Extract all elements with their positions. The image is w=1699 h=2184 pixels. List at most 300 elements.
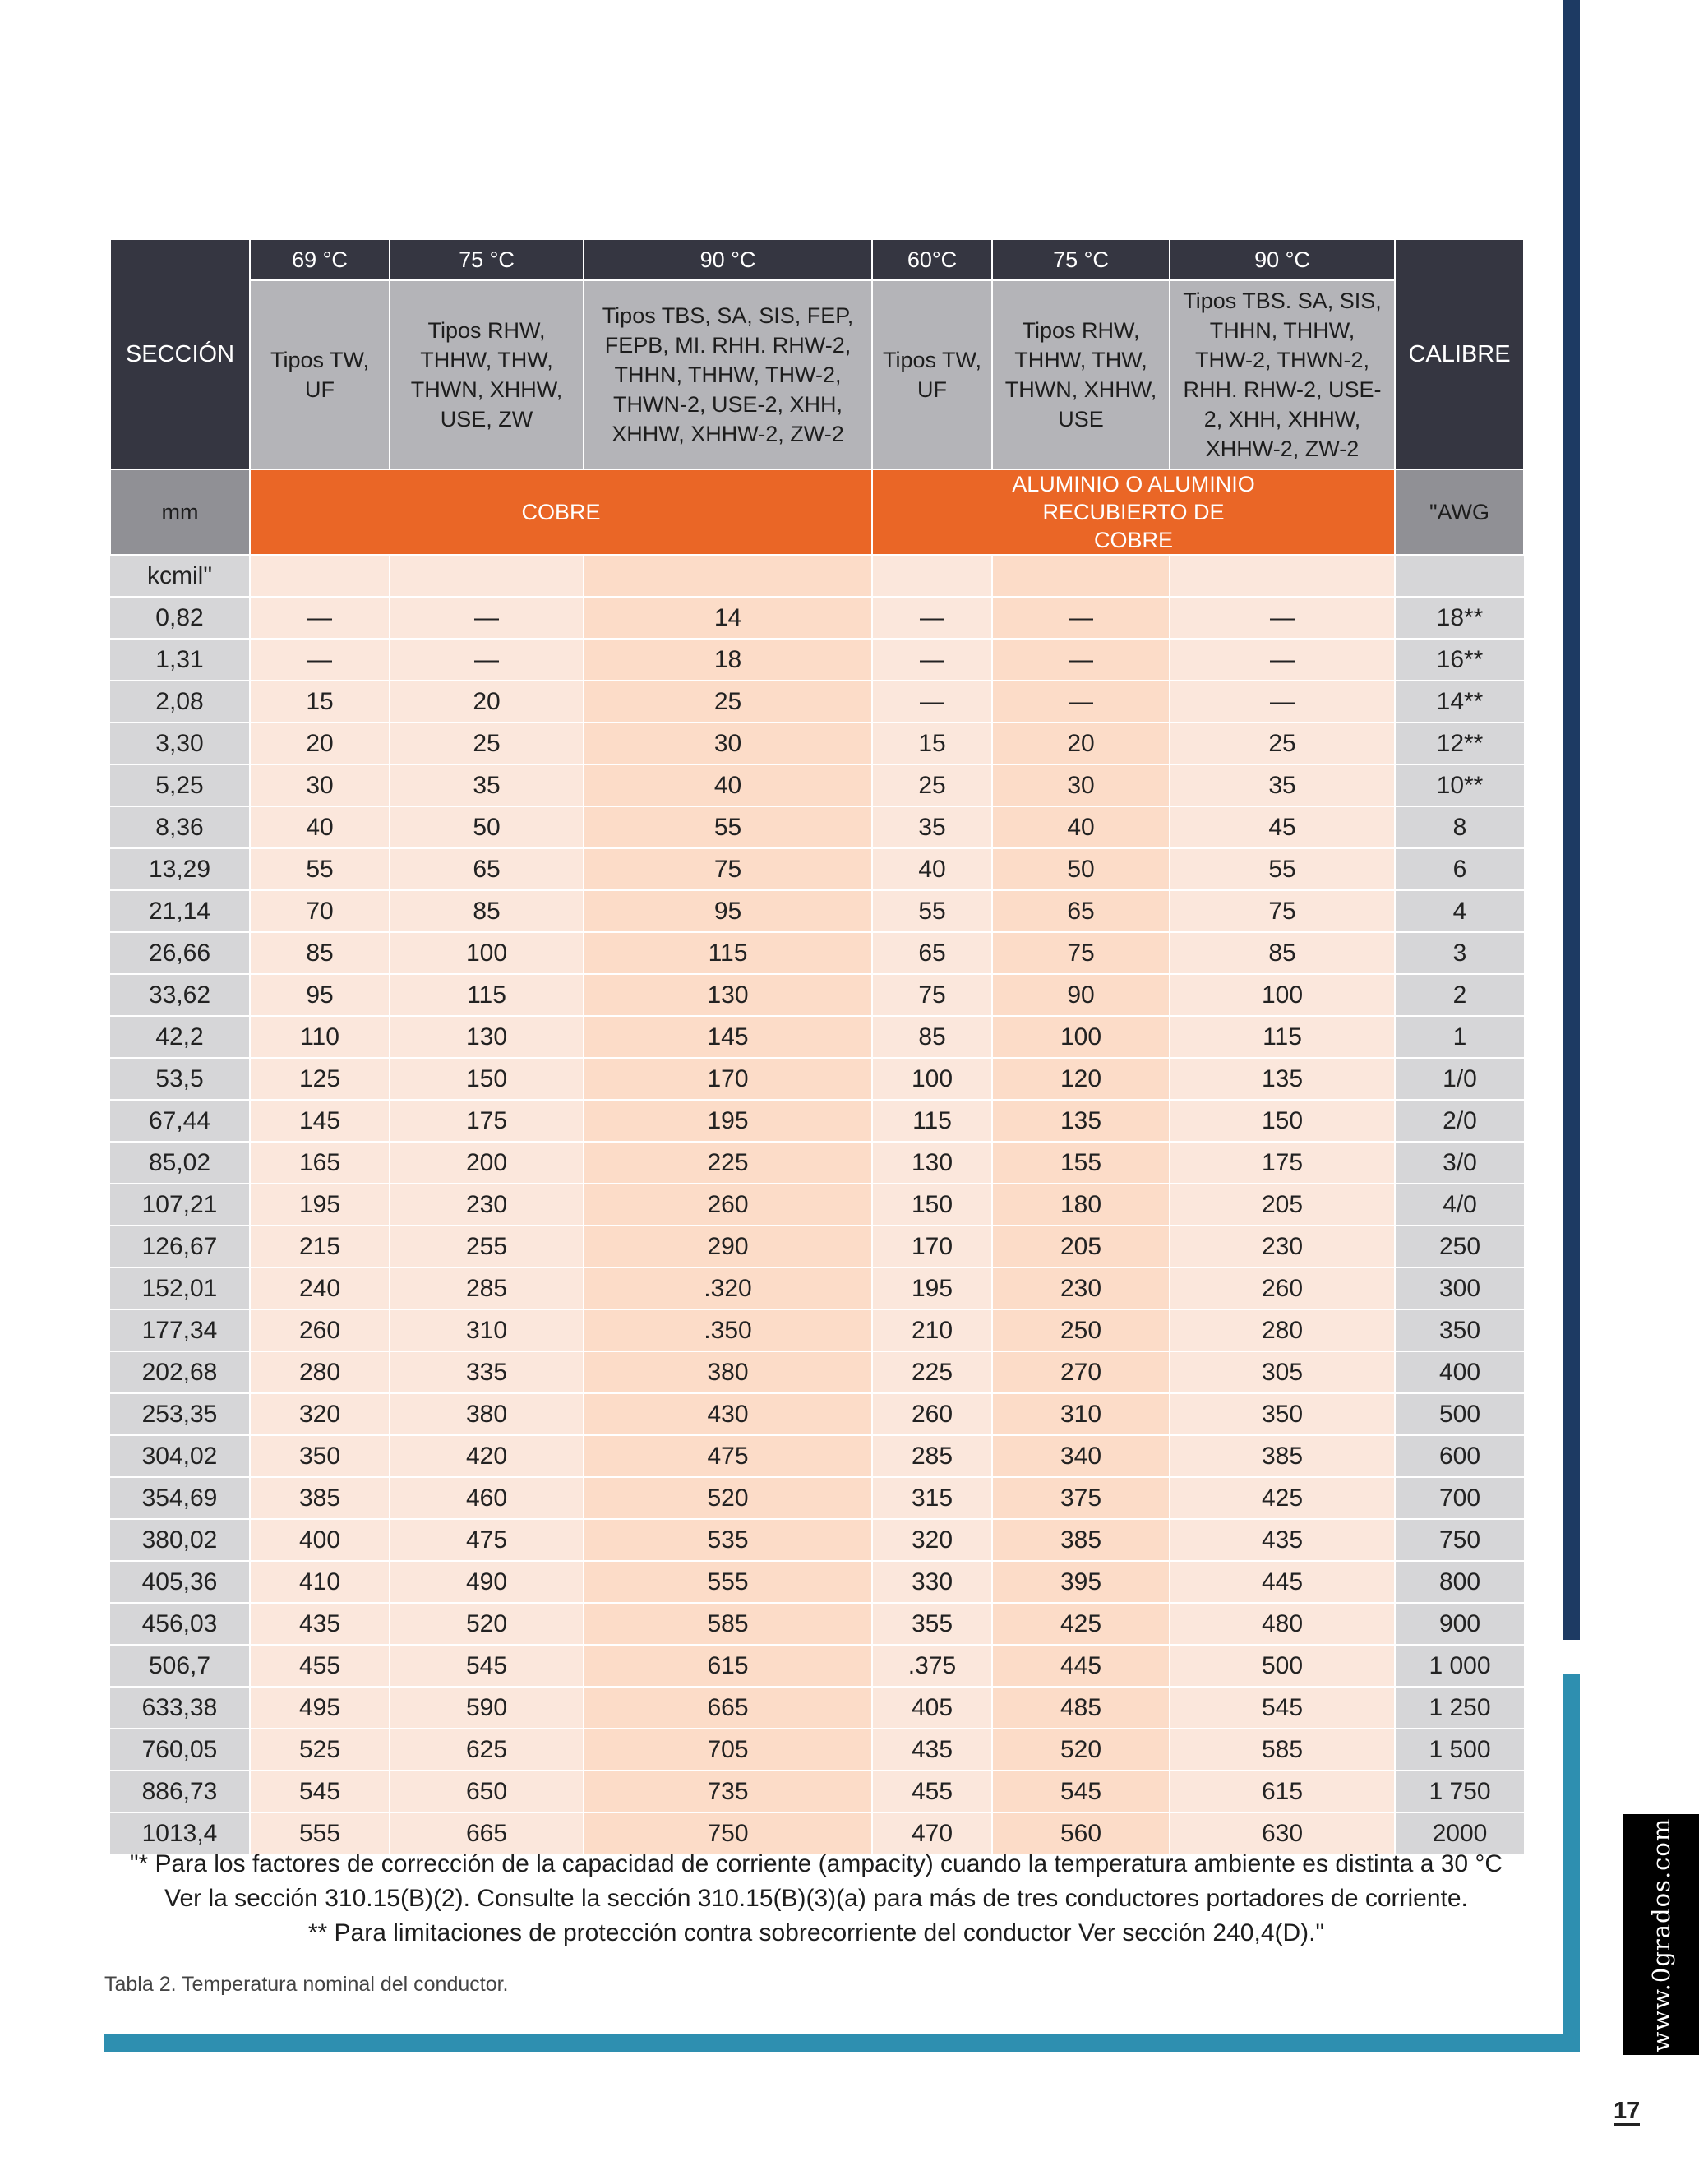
ampacity-cell: 535: [584, 1519, 872, 1561]
calibre-cell: 500: [1395, 1393, 1524, 1435]
ampacity-cell: 425: [992, 1603, 1170, 1645]
seccion-cell: 304,02: [110, 1435, 250, 1477]
ampacity-cell: —: [1170, 597, 1395, 639]
ampacity-cell: 255: [390, 1226, 584, 1267]
header-unit-mm: mm: [110, 469, 250, 555]
ampacity-cell: 400: [250, 1519, 390, 1561]
ampacity-cell: 40: [250, 806, 390, 848]
ampacity-cell: 315: [872, 1477, 992, 1519]
ampacity-cell: 470: [872, 1812, 992, 1854]
teal-bottom-bar: [104, 2034, 1580, 2052]
ampacity-cell: —: [390, 639, 584, 681]
ampacity-cell: 100: [1170, 974, 1395, 1016]
table-row: [110, 1771, 1524, 1812]
ampacity-cell: 55: [872, 890, 992, 932]
calibre-cell: 600: [1395, 1435, 1524, 1477]
ampacity-cell: 205: [992, 1226, 1170, 1267]
ampacity-cell: 15: [872, 723, 992, 764]
ampacity-cell: 385: [992, 1519, 1170, 1561]
ampacity-cell: 455: [250, 1645, 390, 1687]
ampacity-cell: 355: [872, 1603, 992, 1645]
ampacity-cell: 375: [992, 1477, 1170, 1519]
table-row: [110, 1603, 1524, 1645]
ampacity-cell: 555: [250, 1812, 390, 1854]
page-number: 17: [1614, 2098, 1641, 2124]
ampacity-cell: 545: [390, 1645, 584, 1687]
ampacity-cell: 260: [872, 1393, 992, 1435]
ampacity-cell: 230: [992, 1267, 1170, 1309]
calibre-cell: 18**: [1395, 597, 1524, 639]
ampacity-cell: 545: [1170, 1687, 1395, 1729]
ampacity-cell: 130: [584, 974, 872, 1016]
side-url: www.0grados.com: [1646, 1817, 1675, 2052]
ampacity-cell: 85: [250, 932, 390, 974]
ampacity-cell: 100: [872, 1058, 992, 1100]
ampacity-cell: 475: [584, 1435, 872, 1477]
seccion-cell: 2,08: [110, 681, 250, 723]
ampacity-cell: 65: [872, 932, 992, 974]
table-row: [110, 1058, 1524, 1100]
ampacity-cell: 85: [1170, 932, 1395, 974]
ampacity-cell: 65: [390, 848, 584, 890]
table-row: [110, 1267, 1524, 1309]
header-unit-kcmil: kcmil": [110, 555, 250, 597]
ampacity-cell: 630: [1170, 1812, 1395, 1854]
seccion-cell: 253,35: [110, 1393, 250, 1435]
ampacity-cell: 305: [1170, 1351, 1395, 1393]
seccion-cell: 8,36: [110, 806, 250, 848]
ampacity-cell: 425: [1170, 1477, 1395, 1519]
ampacity-cell: 175: [1170, 1142, 1395, 1184]
ampacity-cell: —: [390, 597, 584, 639]
table-row: [110, 639, 1524, 681]
calibre-cell: 16**: [1395, 639, 1524, 681]
ampacity-cell: 135: [1170, 1058, 1395, 1100]
ampacity-cell: 750: [584, 1812, 872, 1854]
ampacity-cell: 115: [1170, 1016, 1395, 1058]
ampacity-cell: 85: [872, 1016, 992, 1058]
ampacity-cell: 420: [390, 1435, 584, 1477]
ampacity-cell: 120: [992, 1058, 1170, 1100]
header-type: Tipos TW, UF: [872, 280, 992, 469]
seccion-cell: 380,02: [110, 1519, 250, 1561]
table-row: [110, 1561, 1524, 1603]
ampacity-cell: —: [872, 639, 992, 681]
ampacity-cell: 40: [584, 764, 872, 806]
ampacity-cell: 520: [390, 1603, 584, 1645]
ampacity-cell: 95: [584, 890, 872, 932]
ampacity-cell: 320: [872, 1519, 992, 1561]
ampacity-cell: 455: [872, 1771, 992, 1812]
ampacity-cell: 560: [992, 1812, 1170, 1854]
seccion-cell: 0,82: [110, 597, 250, 639]
ampacity-cell: 150: [872, 1184, 992, 1226]
ampacity-cell: 380: [584, 1351, 872, 1393]
ampacity-cell: 75: [992, 932, 1170, 974]
ampacity-cell: 170: [872, 1226, 992, 1267]
ampacity-cell: 130: [872, 1142, 992, 1184]
ampacity-cell: 585: [584, 1603, 872, 1645]
seccion-cell: 67,44: [110, 1100, 250, 1142]
ampacity-cell: 310: [390, 1309, 584, 1351]
header-type: Tipos RHW, THHW, THW, THWN, XHHW, USE: [992, 280, 1170, 469]
seccion-cell: 456,03: [110, 1603, 250, 1645]
ampacity-cell: 175: [390, 1100, 584, 1142]
ampacity-cell: 14: [584, 597, 872, 639]
ampacity-cell: 485: [992, 1687, 1170, 1729]
table-row: [110, 1184, 1524, 1226]
calibre-cell: 900: [1395, 1603, 1524, 1645]
ampacity-cell: 435: [1170, 1519, 1395, 1561]
seccion-cell: 506,7: [110, 1645, 250, 1687]
ampacity-cell: 75: [584, 848, 872, 890]
ampacity-cell: 495: [250, 1687, 390, 1729]
ampacity-cell: 45: [1170, 806, 1395, 848]
ampacity-cell: 665: [390, 1812, 584, 1854]
header-temp: 69 °C: [250, 239, 390, 280]
ampacity-cell: 210: [872, 1309, 992, 1351]
seccion-cell: 107,21: [110, 1184, 250, 1226]
ampacity-cell: 705: [584, 1729, 872, 1771]
ampacity-cell: 445: [1170, 1561, 1395, 1603]
ampacity-cell: 35: [390, 764, 584, 806]
ampacity-cell: 525: [250, 1729, 390, 1771]
ampacity-cell: 20: [390, 681, 584, 723]
ampacity-cell: 430: [584, 1393, 872, 1435]
ampacity-cell: 335: [390, 1351, 584, 1393]
ampacity-cell: 585: [1170, 1729, 1395, 1771]
seccion-cell: 1013,4: [110, 1812, 250, 1854]
table-row: [110, 806, 1524, 848]
ampacity-cell: 110: [250, 1016, 390, 1058]
header-temp: 90 °C: [584, 239, 872, 280]
ampacity-cell: 55: [250, 848, 390, 890]
ampacity-cell: 280: [1170, 1309, 1395, 1351]
ampacity-cell: —: [992, 681, 1170, 723]
ampacity-cell: .320: [584, 1267, 872, 1309]
calibre-cell: 800: [1395, 1561, 1524, 1603]
calibre-cell: 14**: [1395, 681, 1524, 723]
header-type: Tipos TBS, SA, SIS, FEP, FEPB, MI. RHH. RHW-2, THHN, THHW, THW-2, THWN-2, USE-2, XHH, XHHW, XHHW-2, ZW-2: [584, 280, 872, 469]
ampacity-cell: 15: [250, 681, 390, 723]
ampacity-cell: 330: [872, 1561, 992, 1603]
seccion-cell: 21,14: [110, 890, 250, 932]
calibre-cell: 12**: [1395, 723, 1524, 764]
ampacity-cell: 35: [872, 806, 992, 848]
ampacity-cell: .375: [872, 1645, 992, 1687]
ampacity-cell: 395: [992, 1561, 1170, 1603]
ampacity-cell: 260: [584, 1184, 872, 1226]
calibre-cell: 2: [1395, 974, 1524, 1016]
table-row: [110, 1100, 1524, 1142]
note-line: "* Para los factores de corrección de la capacidad de corriente (ampacity) cuando la temperatura ambiente es distinta a 30 °C: [129, 1850, 1503, 1877]
calibre-cell: 300: [1395, 1267, 1524, 1309]
calibre-cell: 1 750: [1395, 1771, 1524, 1812]
ampacity-cell: 260: [250, 1309, 390, 1351]
header-seccion: SECCIÓN: [110, 239, 250, 469]
ampacity-cell: 435: [250, 1603, 390, 1645]
seccion-cell: 13,29: [110, 848, 250, 890]
header-unit-awg: "AWG: [1395, 469, 1524, 555]
ampacity-cell: 500: [1170, 1645, 1395, 1687]
calibre-cell: 1 000: [1395, 1645, 1524, 1687]
ampacity-cell: 240: [250, 1267, 390, 1309]
header-type: Tipos TBS. SA, SIS, THHN, THHW, THW-2, THWN-2, RHH. RHW-2, USE-2, XHH, XHHW, XHHW-2, ZW-2: [1170, 280, 1395, 469]
ampacity-cell: 310: [992, 1393, 1170, 1435]
seccion-cell: 26,66: [110, 932, 250, 974]
ampacity-cell: —: [992, 639, 1170, 681]
calibre-cell: 10**: [1395, 764, 1524, 806]
ampacity-cell: 225: [872, 1351, 992, 1393]
ampacity-cell: 115: [872, 1100, 992, 1142]
ampacity-cell: 115: [390, 974, 584, 1016]
ampacity-cell: 520: [584, 1477, 872, 1519]
seccion-cell: 886,73: [110, 1771, 250, 1812]
ampacity-cell: 30: [584, 723, 872, 764]
ampacity-cell: 115: [584, 932, 872, 974]
ampacity-cell: 40: [992, 806, 1170, 848]
ampacity-table: [109, 238, 1525, 1854]
ampacity-cell: 85: [390, 890, 584, 932]
calibre-cell: 1 500: [1395, 1729, 1524, 1771]
ampacity-cell: 25: [872, 764, 992, 806]
ampacity-cell: 195: [250, 1184, 390, 1226]
ampacity-cell: 475: [390, 1519, 584, 1561]
header-temp: 60°C: [872, 239, 992, 280]
ampacity-cell: —: [1170, 639, 1395, 681]
seccion-cell: 42,2: [110, 1016, 250, 1058]
ampacity-cell: 145: [584, 1016, 872, 1058]
table-row: [110, 1687, 1524, 1729]
ampacity-cell: 340: [992, 1435, 1170, 1477]
header-aluminio: ALUMINIO O ALUMINIO RECUBIERTO DE COBRE: [872, 469, 1395, 555]
table-row: [110, 890, 1524, 932]
ampacity-cell: 25: [1170, 723, 1395, 764]
table-row: [110, 1645, 1524, 1687]
table-row: [110, 681, 1524, 723]
ampacity-cell: 20: [992, 723, 1170, 764]
ampacity-cell: —: [992, 597, 1170, 639]
calibre-cell: 350: [1395, 1309, 1524, 1351]
calibre-cell: 750: [1395, 1519, 1524, 1561]
calibre-cell: 400: [1395, 1351, 1524, 1393]
ampacity-cell: 150: [390, 1058, 584, 1100]
ampacity-cell: 65: [992, 890, 1170, 932]
ampacity-cell: 30: [250, 764, 390, 806]
ampacity-cell: 90: [992, 974, 1170, 1016]
ampacity-cell: 50: [992, 848, 1170, 890]
seccion-cell: 126,67: [110, 1226, 250, 1267]
note-line: ** Para limitaciones de protección contra sobrecorriente del conductor Ver sección 240,4(D).": [307, 1919, 1325, 1946]
ampacity-cell: 55: [1170, 848, 1395, 890]
ampacity-cell: 260: [1170, 1267, 1395, 1309]
table-row: [110, 1729, 1524, 1771]
ampacity-cell: 135: [992, 1100, 1170, 1142]
teal-side-bar: [1563, 1674, 1580, 2051]
table-row: [110, 1309, 1524, 1351]
ampacity-cell: 25: [584, 681, 872, 723]
ampacity-cell: 195: [584, 1100, 872, 1142]
calibre-cell: 3/0: [1395, 1142, 1524, 1184]
ampacity-cell: 280: [250, 1351, 390, 1393]
ampacity-cell: —: [1170, 681, 1395, 723]
calibre-cell: 1: [1395, 1016, 1524, 1058]
ampacity-cell: 225: [584, 1142, 872, 1184]
ampacity-cell: 125: [250, 1058, 390, 1100]
ampacity-cell: 145: [250, 1100, 390, 1142]
ampacity-cell: 75: [872, 974, 992, 1016]
ampacity-cell: 350: [250, 1435, 390, 1477]
ampacity-cell: 290: [584, 1226, 872, 1267]
calibre-cell: 3: [1395, 932, 1524, 974]
ampacity-cell: 155: [992, 1142, 1170, 1184]
table-row: [110, 1226, 1524, 1267]
ampacity-cell: 480: [1170, 1603, 1395, 1645]
header-temp: 90 °C: [1170, 239, 1395, 280]
ampacity-cell: 545: [250, 1771, 390, 1812]
seccion-cell: 85,02: [110, 1142, 250, 1184]
calibre-cell: 2/0: [1395, 1100, 1524, 1142]
ampacity-cell: 230: [390, 1184, 584, 1226]
seccion-cell: 152,01: [110, 1267, 250, 1309]
seccion-cell: 33,62: [110, 974, 250, 1016]
header-cobre: COBRE: [250, 469, 872, 555]
ampacity-cell: 215: [250, 1226, 390, 1267]
ampacity-cell: —: [250, 597, 390, 639]
header-type: Tipos RHW, THHW, THW, THWN, XHHW, USE, ZW: [390, 280, 584, 469]
ampacity-cell: 285: [390, 1267, 584, 1309]
ampacity-cell: 735: [584, 1771, 872, 1812]
ampacity-cell: —: [872, 681, 992, 723]
calibre-cell: 8: [1395, 806, 1524, 848]
ampacity-cell: 435: [872, 1729, 992, 1771]
header-temp: 75 °C: [992, 239, 1170, 280]
seccion-cell: 760,05: [110, 1729, 250, 1771]
ampacity-cell: 165: [250, 1142, 390, 1184]
table-row: [110, 723, 1524, 764]
ampacity-cell: 25: [390, 723, 584, 764]
ampacity-cell: 35: [1170, 764, 1395, 806]
ampacity-cell: 665: [584, 1687, 872, 1729]
ampacity-cell: 75: [1170, 890, 1395, 932]
ampacity-cell: 40: [872, 848, 992, 890]
ampacity-cell: 250: [992, 1309, 1170, 1351]
ampacity-cell: 615: [584, 1645, 872, 1687]
ampacity-cell: 230: [1170, 1226, 1395, 1267]
ampacity-cell: 18: [584, 639, 872, 681]
seccion-cell: 5,25: [110, 764, 250, 806]
seccion-cell: 3,30: [110, 723, 250, 764]
ampacity-cell: 200: [390, 1142, 584, 1184]
ampacity-cell: 410: [250, 1561, 390, 1603]
ampacity-cell: 385: [250, 1477, 390, 1519]
table-row: [110, 932, 1524, 974]
navy-side-bar: [1563, 0, 1580, 1640]
calibre-cell: 6: [1395, 848, 1524, 890]
ampacity-cell: 650: [390, 1771, 584, 1812]
ampacity-cell: —: [872, 597, 992, 639]
ampacity-cell: 100: [390, 932, 584, 974]
ampacity-cell: 55: [584, 806, 872, 848]
header-type: Tipos TW, UF: [250, 280, 390, 469]
table-row: [110, 1477, 1524, 1519]
ampacity-cell: 545: [992, 1771, 1170, 1812]
calibre-cell: 700: [1395, 1477, 1524, 1519]
ampacity-cell: 100: [992, 1016, 1170, 1058]
ampacity-cell: 320: [250, 1393, 390, 1435]
note-line: Ver la sección 310.15(B)(2). Consulte la sección 310.15(B)(3)(a) para más de tres conductores portadores de corriente.: [164, 1885, 1468, 1912]
table-row: [110, 1142, 1524, 1184]
ampacity-cell: 625: [390, 1729, 584, 1771]
ampacity-cell: —: [250, 639, 390, 681]
ampacity-cell: 385: [1170, 1435, 1395, 1477]
ampacity-cell: 520: [992, 1729, 1170, 1771]
ampacity-cell: 150: [1170, 1100, 1395, 1142]
table-row: [110, 1351, 1524, 1393]
ampacity-cell: 405: [872, 1687, 992, 1729]
ampacity-cell: 70: [250, 890, 390, 932]
ampacity-cell: 205: [1170, 1184, 1395, 1226]
table-row: [110, 848, 1524, 890]
table-notes: [109, 1847, 1523, 1951]
table-row: [110, 1393, 1524, 1435]
ampacity-cell: 490: [390, 1561, 584, 1603]
ampacity-cell: 270: [992, 1351, 1170, 1393]
ampacity-cell: 95: [250, 974, 390, 1016]
calibre-cell: 1/0: [1395, 1058, 1524, 1100]
table-row: [110, 1519, 1524, 1561]
ampacity-cell: 20: [250, 723, 390, 764]
side-url-box: [1623, 1814, 1699, 2055]
ampacity-cell: 195: [872, 1267, 992, 1309]
table-row: [110, 974, 1524, 1016]
ampacity-cell: 380: [390, 1393, 584, 1435]
seccion-cell: 202,68: [110, 1351, 250, 1393]
calibre-cell: 250: [1395, 1226, 1524, 1267]
ampacity-cell: 555: [584, 1561, 872, 1603]
table-row: [110, 1016, 1524, 1058]
table-row: [110, 597, 1524, 639]
ampacity-cell: 285: [872, 1435, 992, 1477]
seccion-cell: 1,31: [110, 639, 250, 681]
ampacity-cell: 170: [584, 1058, 872, 1100]
header-temp: 75 °C: [390, 239, 584, 280]
ampacity-cell: 30: [992, 764, 1170, 806]
seccion-cell: 405,36: [110, 1561, 250, 1603]
ampacity-cell: 445: [992, 1645, 1170, 1687]
seccion-cell: 633,38: [110, 1687, 250, 1729]
ampacity-cell: 615: [1170, 1771, 1395, 1812]
table-caption: Tabla 2. Temperatura nominal del conductor.: [104, 1973, 509, 1996]
ampacity-cell: 460: [390, 1477, 584, 1519]
ampacity-cell: 50: [390, 806, 584, 848]
ampacity-cell: 180: [992, 1184, 1170, 1226]
table-row: [110, 764, 1524, 806]
seccion-cell: 53,5: [110, 1058, 250, 1100]
ampacity-cell: 350: [1170, 1393, 1395, 1435]
ampacity-cell: .350: [584, 1309, 872, 1351]
header-calibre: CALIBRE: [1395, 239, 1524, 469]
ampacity-cell: 590: [390, 1687, 584, 1729]
calibre-cell: 2000: [1395, 1812, 1524, 1854]
calibre-cell: 4/0: [1395, 1184, 1524, 1226]
seccion-cell: 177,34: [110, 1309, 250, 1351]
calibre-cell: 4: [1395, 890, 1524, 932]
seccion-cell: 354,69: [110, 1477, 250, 1519]
calibre-cell: 1 250: [1395, 1687, 1524, 1729]
ampacity-cell: 130: [390, 1016, 584, 1058]
table-row: [110, 1435, 1524, 1477]
